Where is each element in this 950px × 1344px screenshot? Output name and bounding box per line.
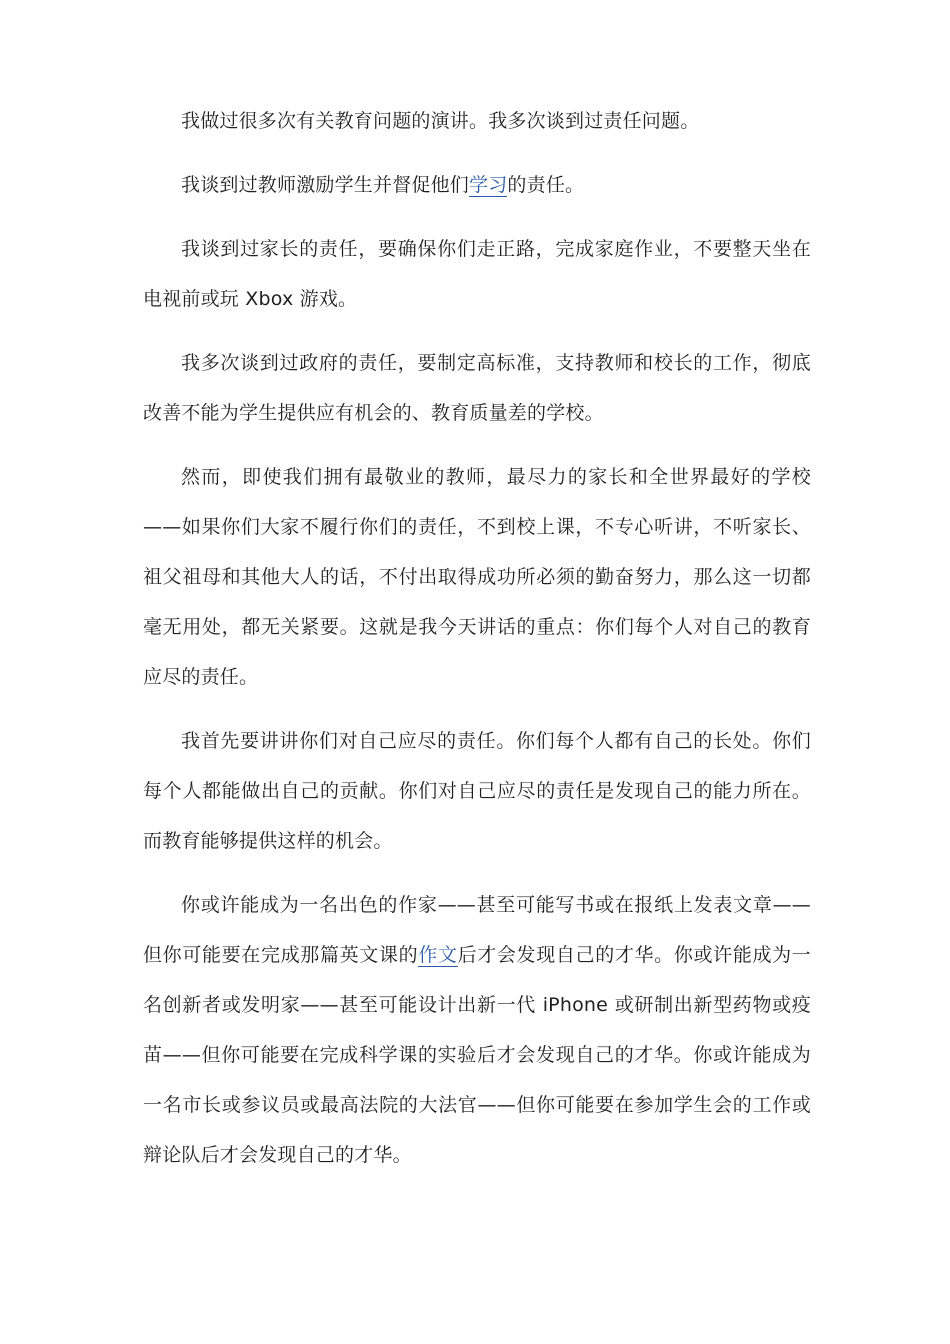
document-page [143,96,811,1194]
paragraph-text: 我谈到过家长的责任，要确保你们走正路，完成家庭作业，不要整天坐在电视前或玩 Xbox 游戏。 [143,238,811,310]
paragraph-text: 我谈到过教师激励学生并督促他们 [181,174,470,196]
composition-link[interactable]: 作文 [418,944,458,966]
paragraph-1 [143,96,811,146]
paragraph-text: 我多次谈到过政府的责任，要制定高标准，支持教师和校长的工作，彻底改善不能为学生提供应有机会的、教育质量差的学校。 [143,352,811,424]
paragraph-4 [143,338,811,438]
study-link[interactable]: 学习 [469,174,508,196]
paragraph-6 [143,716,811,866]
paragraph-text: 我做过很多次有关教育问题的演讲。我多次谈到过责任问题。 [181,110,700,132]
paragraph-text: 的责任。 [507,174,585,196]
paragraph-text: 你或许能成为一名出色的作家——甚至可能写书或在报纸上发表文章——但你可能要在完成那篇英文课的 [143,894,811,966]
paragraph-text: 然而，即使我们拥有最敬业的教师，最尽力的家长和全世界最好的学校——如果你们大家不履行你们的责任，不到校上课，不专心听讲，不听家长、祖父祖母和其他大人的话，不付出取得成功所必须的勤奋努力，那么这一切都毫无用处，都无关紧要。这就是我今天讲话的重点：你们每个人对自己的教育应尽的责任。 [143,466,811,688]
paragraph-5 [143,452,811,702]
paragraph-7 [143,880,811,1180]
paragraph-3 [143,224,811,324]
paragraph-2 [143,160,811,210]
paragraph-text: 我首先要讲讲你们对自己应尽的责任。你们每个人都有自己的长处。你们每个人都能做出自己的贡献。你们对自己应尽的责任是发现自己的能力所在。而教育能够提供这样的机会。 [143,730,811,852]
paragraph-text: 后才会发现自己的才华。你或许能成为一名创新者或发明家——甚至可能设计出新一代 iPhone 或研制出新型药物或疫苗——但你可能要在完成科学课的实验后才会发现自己的才华。你或许能成为一名市长或参议员或最高法院的大法官——但你可能要在参加学生会的工作或辩论队后才会发现自己的才华。 [143,944,811,1166]
